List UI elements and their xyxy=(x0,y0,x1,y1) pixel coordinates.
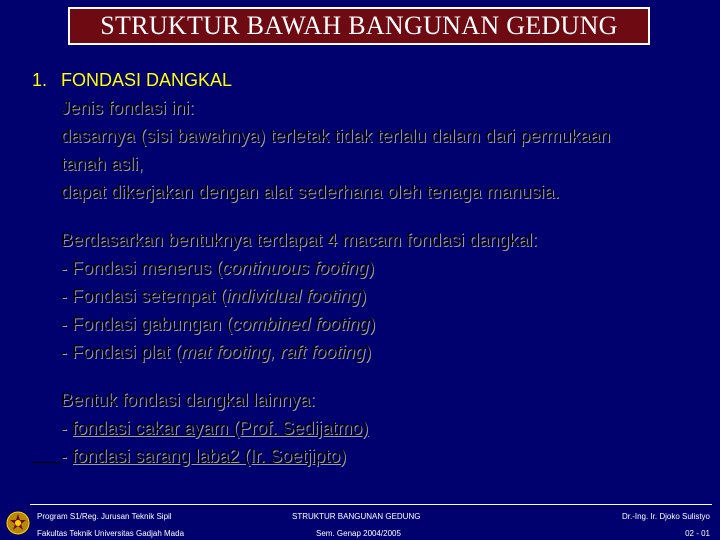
types-intro: Berdasarkan bentuknya terdapat 4 macam fondasi dangkal: xyxy=(61,230,538,250)
description-line: tanah asli, xyxy=(61,154,144,174)
type-item-prefix: - Fondasi menerus ( xyxy=(61,258,223,278)
section-heading-text: FONDASI DANGKAL xyxy=(61,70,233,90)
type-item xyxy=(32,338,712,366)
link-underline-lead xyxy=(32,442,61,463)
type-item-suffix: ) xyxy=(368,258,375,278)
type-item-suffix: ) xyxy=(365,342,372,362)
footer-page-number: 02 - 01 xyxy=(685,529,710,538)
type-item-suffix: ) xyxy=(369,314,376,334)
title-banner xyxy=(68,7,650,45)
type-item-prefix: - Fondasi gabungan ( xyxy=(61,314,233,334)
footer-author: Dr.-Ing. Ir. Djoko Sulistyo xyxy=(621,512,710,521)
description-line: dasarnya (sisi bawahnya) terletak tidak terlalu dalam dari permukaan xyxy=(61,126,611,146)
footer-divider xyxy=(30,504,712,505)
footer-program: Program S1/Reg. Jurusan Teknik Sipil xyxy=(37,512,172,521)
type-item-term: continuous footing xyxy=(222,258,369,278)
other-item xyxy=(32,442,712,470)
footer-semester: Sem. Genap 2004/2005 xyxy=(316,529,401,538)
type-item xyxy=(32,254,712,282)
footer xyxy=(0,506,720,540)
other-item xyxy=(32,414,712,442)
other-item-prefix: - xyxy=(61,418,72,438)
type-item-term: individual footing xyxy=(226,286,361,306)
other-item-prefix: - xyxy=(61,446,72,466)
slide-content xyxy=(32,66,712,470)
other-item-link[interactable]: fondasi cakar ayam (Prof. Sedijatmo) xyxy=(72,418,369,438)
description-line: dapat dikerjakan dengan alat sederhana oleh tenaga manusia. xyxy=(61,182,560,202)
other-item-suffix: ) xyxy=(340,446,347,466)
footer-course: STRUKTUR BANGUNAN GEDUNG xyxy=(292,512,421,521)
section-heading xyxy=(32,66,712,94)
section-number: 1. xyxy=(32,70,48,90)
other-intro: Bentuk fondasi dangkal lainnya: xyxy=(61,390,316,410)
type-item-prefix: - Fondasi plat ( xyxy=(61,342,182,362)
slide-title: STRUKTUR BAWAH BANGUNAN GEDUNG xyxy=(100,11,618,40)
other-item-link[interactable]: fondasi sarang laba2 (Ir. Soetjipto xyxy=(72,446,341,466)
footer-faculty: Fakultas Teknik Universitas Gadjah Mada xyxy=(37,529,185,538)
type-item xyxy=(32,310,712,338)
type-item xyxy=(32,282,712,310)
type-item-prefix: - Fondasi setempat ( xyxy=(61,286,227,306)
description-line: Jenis fondasi ini: xyxy=(61,98,195,118)
type-item-term: combined footing xyxy=(232,314,370,334)
type-item-term: mat footing, raft footing xyxy=(181,342,366,362)
type-item-suffix: ) xyxy=(360,286,367,306)
